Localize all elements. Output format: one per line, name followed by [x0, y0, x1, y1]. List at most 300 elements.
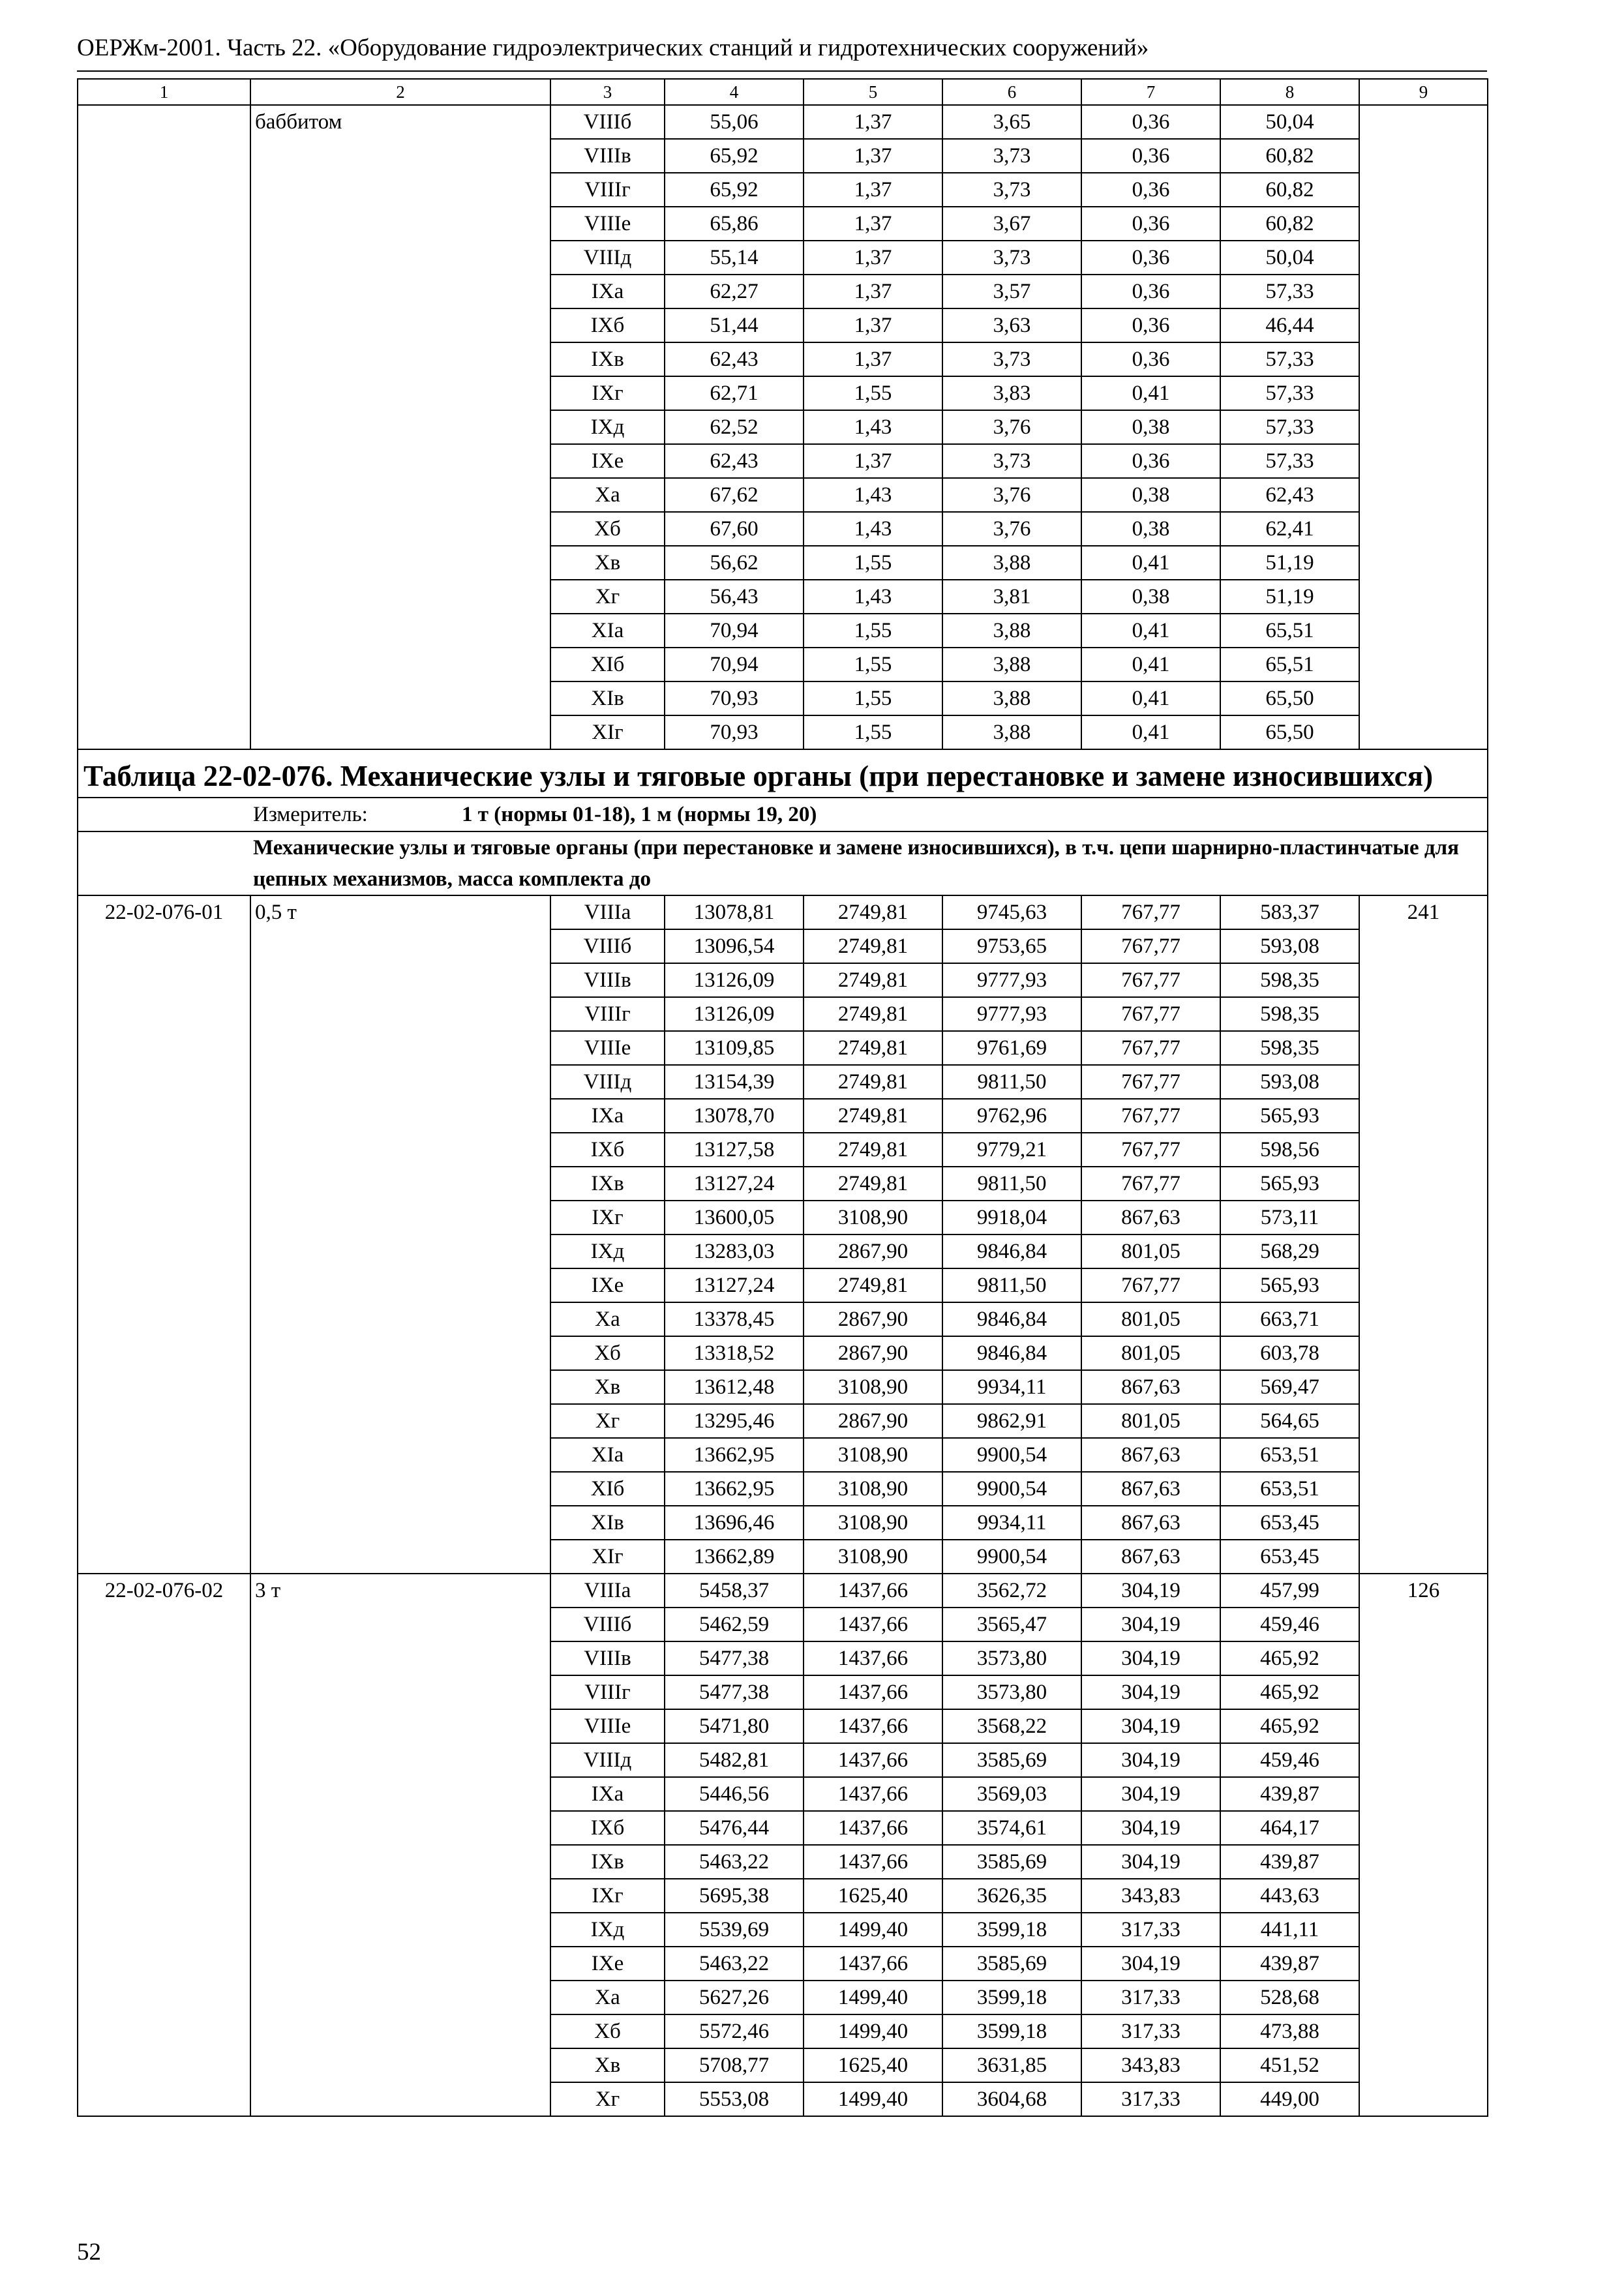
table-cell: 1499,40 — [804, 1913, 942, 1947]
table-cell: 2749,81 — [804, 997, 942, 1031]
table-cell: VIIIа — [550, 895, 665, 929]
table-cell: 1,37 — [804, 139, 942, 173]
table-cell: 13126,09 — [665, 997, 804, 1031]
table-cell: 449,00 — [1220, 2082, 1359, 2116]
table-cell: 5627,26 — [665, 1981, 804, 2014]
table-cell: 0,36 — [1081, 105, 1220, 139]
table-cell: VIIIг — [550, 997, 665, 1031]
table-cell: IXв — [550, 342, 665, 376]
table-cell: 0,38 — [1081, 580, 1220, 614]
table-cell: 62,43 — [665, 342, 804, 376]
section-title: Таблица 22-02-076. Механические узлы и тяговые органы (при перестановке и замене износившихся) — [78, 749, 1488, 798]
table-cell: 663,71 — [1220, 1302, 1359, 1336]
table-cell: 1,43 — [804, 512, 942, 546]
table-cell: 867,63 — [1081, 1201, 1220, 1234]
measure-label: Измеритель: — [253, 803, 368, 826]
table-cell: 3604,68 — [942, 2082, 1081, 2116]
table-cell: 457,99 — [1220, 1574, 1359, 1608]
table-cell: 5463,22 — [665, 1947, 804, 1981]
column-number: 9 — [1359, 79, 1488, 105]
table-cell: 13318,52 — [665, 1336, 804, 1370]
table-cell: 60,82 — [1220, 139, 1359, 173]
table-cell: IXб — [550, 1133, 665, 1167]
table-cell: IXг — [550, 1201, 665, 1234]
table-cell: 2749,81 — [804, 1099, 942, 1133]
table-cell: 9745,63 — [942, 895, 1081, 929]
table-cell: 3,81 — [942, 580, 1081, 614]
table-cell: 0,36 — [1081, 207, 1220, 241]
table-cell: 3569,03 — [942, 1777, 1081, 1811]
table-cell: 5477,38 — [665, 1675, 804, 1709]
table-cell: IXб — [550, 1811, 665, 1845]
table-cell: 9777,93 — [942, 963, 1081, 997]
norm-code: 22-02-076-02 — [78, 1574, 250, 2116]
table-cell: IXа — [550, 275, 665, 308]
table-cell: 5462,59 — [665, 1608, 804, 1641]
table-cell: 304,19 — [1081, 1743, 1220, 1777]
table-cell: 9811,50 — [942, 1268, 1081, 1302]
table-cell: 2867,90 — [804, 1234, 942, 1268]
table-cell: 1437,66 — [804, 1777, 942, 1811]
table-cell: 317,33 — [1081, 1981, 1220, 2014]
table-cell: 55,06 — [665, 105, 804, 139]
table-cell: 0,41 — [1081, 648, 1220, 681]
table-cell: 57,33 — [1220, 410, 1359, 444]
table-cell: Xб — [550, 512, 665, 546]
norm-name: 0,5 т — [250, 895, 550, 1574]
table-cell: 2749,81 — [804, 963, 942, 997]
table-cell: 65,92 — [665, 139, 804, 173]
table-cell: 5477,38 — [665, 1641, 804, 1675]
table-cell: 5539,69 — [665, 1913, 804, 1947]
column-number: 1 — [78, 79, 250, 105]
table-cell: 1,37 — [804, 275, 942, 308]
table-cell: 0,36 — [1081, 139, 1220, 173]
table-cell: IXб — [550, 308, 665, 342]
table-cell: 867,63 — [1081, 1540, 1220, 1574]
table-cell: 598,56 — [1220, 1133, 1359, 1167]
table-cell: 67,60 — [665, 512, 804, 546]
table-cell: VIIIв — [550, 139, 665, 173]
table-cell: XIб — [550, 1472, 665, 1506]
table-cell: 2867,90 — [804, 1302, 942, 1336]
table-cell: 0,38 — [1081, 512, 1220, 546]
table-cell: 1625,40 — [804, 2048, 942, 2082]
table-cell: 801,05 — [1081, 1234, 1220, 1268]
table-cell: 304,19 — [1081, 1811, 1220, 1845]
column-number: 6 — [942, 79, 1081, 105]
table-cell: 0,36 — [1081, 241, 1220, 275]
table-cell: 50,04 — [1220, 241, 1359, 275]
table-cell: 3599,18 — [942, 1913, 1081, 1947]
table-cell: 1,43 — [804, 478, 942, 512]
table-cell: 441,11 — [1220, 1913, 1359, 1947]
table-cell: XIг — [550, 715, 665, 749]
table-cell: 465,92 — [1220, 1675, 1359, 1709]
table-cell: 9934,11 — [942, 1506, 1081, 1540]
table-cell: 2749,81 — [804, 1167, 942, 1201]
page-number: 52 — [77, 2239, 101, 2266]
table-cell: 867,63 — [1081, 1370, 1220, 1404]
section-title-row — [78, 749, 1488, 798]
table-cell: 2867,90 — [804, 1404, 942, 1438]
table-cell: 55,14 — [665, 241, 804, 275]
table-cell: IXе — [550, 444, 665, 478]
table-cell: 65,86 — [665, 207, 804, 241]
table-cell: VIIIд — [550, 1743, 665, 1777]
table-cell: 9862,91 — [942, 1404, 1081, 1438]
table-cell: VIIIе — [550, 1709, 665, 1743]
table-cell: 3,73 — [942, 173, 1081, 207]
table-cell: VIIIг — [550, 173, 665, 207]
table-cell: 3631,85 — [942, 2048, 1081, 2082]
table-cell: 465,92 — [1220, 1709, 1359, 1743]
table-cell: 9846,84 — [942, 1302, 1081, 1336]
table-cell: 9761,69 — [942, 1031, 1081, 1065]
norm-code — [78, 105, 250, 749]
table-cell: 13126,09 — [665, 963, 804, 997]
table-cell: 9900,54 — [942, 1540, 1081, 1574]
column-number: 8 — [1220, 79, 1359, 105]
table-cell: 573,11 — [1220, 1201, 1359, 1234]
table-cell: 3108,90 — [804, 1370, 942, 1404]
table-cell: 9753,65 — [942, 929, 1081, 963]
table-cell: 9846,84 — [942, 1336, 1081, 1370]
table-cell: 5458,37 — [665, 1574, 804, 1608]
table-cell: 62,43 — [1220, 478, 1359, 512]
table-cell: VIIIв — [550, 1641, 665, 1675]
table-cell: 5695,38 — [665, 1879, 804, 1913]
table-cell: 5446,56 — [665, 1777, 804, 1811]
table-cell: 3,88 — [942, 681, 1081, 715]
table-cell: 598,35 — [1220, 963, 1359, 997]
table-cell: 465,92 — [1220, 1641, 1359, 1675]
table-cell: 67,62 — [665, 478, 804, 512]
table-cell: 0,38 — [1081, 410, 1220, 444]
table-cell: 3626,35 — [942, 1879, 1081, 1913]
table-cell: IXв — [550, 1845, 665, 1879]
price-table — [77, 78, 1488, 2117]
table-cell: 1,43 — [804, 410, 942, 444]
table-cell: IXе — [550, 1947, 665, 1981]
table-cell: VIIIг — [550, 1675, 665, 1709]
table-cell: 0,41 — [1081, 376, 1220, 410]
table-cell: Xа — [550, 1981, 665, 2014]
table-cell: 304,19 — [1081, 1777, 1220, 1811]
table-cell: 2749,81 — [804, 895, 942, 929]
table-cell: Xг — [550, 1404, 665, 1438]
table-cell: 57,33 — [1220, 376, 1359, 410]
table-cell: 464,17 — [1220, 1811, 1359, 1845]
column-number: 7 — [1081, 79, 1220, 105]
table-cell: 304,19 — [1081, 1947, 1220, 1981]
table-cell: Xв — [550, 546, 665, 580]
table-cell: Xв — [550, 2048, 665, 2082]
table-cell: 1,55 — [804, 614, 942, 648]
table-cell: 3,76 — [942, 512, 1081, 546]
table-cell: 57,33 — [1220, 342, 1359, 376]
table-cell: 13078,81 — [665, 895, 804, 929]
table-cell: 343,83 — [1081, 1879, 1220, 1913]
table-cell: 3585,69 — [942, 1845, 1081, 1879]
table-cell: 62,27 — [665, 275, 804, 308]
table-cell: 56,43 — [665, 580, 804, 614]
table-cell: 3,88 — [942, 546, 1081, 580]
table-cell: 70,94 — [665, 648, 804, 681]
table-cell: 317,33 — [1081, 2082, 1220, 2116]
column-number: 2 — [250, 79, 550, 105]
table-cell: Xа — [550, 478, 665, 512]
table-cell: 565,93 — [1220, 1099, 1359, 1133]
table-cell: 3,63 — [942, 308, 1081, 342]
table-cell: VIIIв — [550, 963, 665, 997]
table-cell: 13127,58 — [665, 1133, 804, 1167]
table-cell: 767,77 — [1081, 929, 1220, 963]
table-cell: 304,19 — [1081, 1608, 1220, 1641]
table-cell: 13662,89 — [665, 1540, 804, 1574]
table-cell: 473,88 — [1220, 2014, 1359, 2048]
table-cell: 13096,54 — [665, 929, 804, 963]
measure-value: 1 т (нормы 01-18), 1 м (нормы 19, 20) — [462, 803, 817, 826]
table-cell: 13696,46 — [665, 1506, 804, 1540]
table-cell: 2867,90 — [804, 1336, 942, 1370]
table-cell: 3573,80 — [942, 1675, 1081, 1709]
table-cell: XIа — [550, 614, 665, 648]
table-cell: 3108,90 — [804, 1438, 942, 1472]
table-cell: 1,37 — [804, 173, 942, 207]
table-cell: 3,88 — [942, 648, 1081, 681]
table-cell: IXа — [550, 1777, 665, 1811]
table-cell: 56,62 — [665, 546, 804, 580]
column-number-row — [78, 79, 1488, 105]
table-cell: 2749,81 — [804, 1031, 942, 1065]
table-cell: Xб — [550, 2014, 665, 2048]
table-cell: 304,19 — [1081, 1574, 1220, 1608]
table-row — [78, 895, 1488, 929]
measure-cell — [78, 798, 1488, 831]
table-cell: 767,77 — [1081, 895, 1220, 929]
table-cell: XIб — [550, 648, 665, 681]
table-cell: 2749,81 — [804, 1065, 942, 1099]
table-cell: 1,37 — [804, 308, 942, 342]
table-cell: 0,41 — [1081, 715, 1220, 749]
table-cell: 1,37 — [804, 444, 942, 478]
table-cell: 583,37 — [1220, 895, 1359, 929]
table-cell: 5463,22 — [665, 1845, 804, 1879]
table-cell: 564,65 — [1220, 1404, 1359, 1438]
table-cell: Xв — [550, 1370, 665, 1404]
column-number: 5 — [804, 79, 942, 105]
table-cell: 3108,90 — [804, 1506, 942, 1540]
table-cell: 65,51 — [1220, 614, 1359, 648]
table-cell: VIIIа — [550, 1574, 665, 1608]
table-cell: 9762,96 — [942, 1099, 1081, 1133]
table-cell: VIIIе — [550, 1031, 665, 1065]
table-cell: 65,92 — [665, 173, 804, 207]
table-cell: 1,55 — [804, 681, 942, 715]
table-cell: 57,33 — [1220, 444, 1359, 478]
table-cell: 5708,77 — [665, 2048, 804, 2082]
table-cell: Xа — [550, 1302, 665, 1336]
table-cell: 1,37 — [804, 105, 942, 139]
table-cell: 1437,66 — [804, 1574, 942, 1608]
table-cell: VIIIб — [550, 1608, 665, 1641]
table-cell: 568,29 — [1220, 1234, 1359, 1268]
table-cell: 1437,66 — [804, 1947, 942, 1981]
table-cell: 70,93 — [665, 715, 804, 749]
table-cell: 9779,21 — [942, 1133, 1081, 1167]
table-cell: 5553,08 — [665, 2082, 804, 2116]
table-cell: XIв — [550, 681, 665, 715]
table-cell: 0,41 — [1081, 681, 1220, 715]
table-cell: 317,33 — [1081, 1913, 1220, 1947]
table-cell: 565,93 — [1220, 1167, 1359, 1201]
table-cell: 3,73 — [942, 139, 1081, 173]
table-cell: 1625,40 — [804, 1879, 942, 1913]
table-cell: 13612,48 — [665, 1370, 804, 1404]
table-cell: 304,19 — [1081, 1675, 1220, 1709]
table-cell: IXд — [550, 1913, 665, 1947]
table-cell: 0,41 — [1081, 546, 1220, 580]
table-cell: VIIIд — [550, 241, 665, 275]
table-cell: 1499,40 — [804, 2082, 942, 2116]
table-cell: 9811,50 — [942, 1065, 1081, 1099]
table-cell: 1437,66 — [804, 1845, 942, 1879]
table-cell: 1,55 — [804, 715, 942, 749]
table-cell: XIа — [550, 1438, 665, 1472]
table-cell: 459,46 — [1220, 1608, 1359, 1641]
table-cell: IXд — [550, 410, 665, 444]
section-description: Механические узлы и тяговые органы (при перестановке и замене износившихся), в т.ч. цепи шарнирно-пластинчатые для цепных механизмов, масса комплекта до — [78, 831, 1488, 895]
table-cell: 9918,04 — [942, 1201, 1081, 1234]
table-cell: 767,77 — [1081, 1065, 1220, 1099]
table-cell: 2749,81 — [804, 1268, 942, 1302]
extra-value: 241 — [1359, 895, 1488, 1574]
table-cell: XIв — [550, 1506, 665, 1540]
table-cell: 0,36 — [1081, 342, 1220, 376]
table-cell: 767,77 — [1081, 1167, 1220, 1201]
table-cell: 0,36 — [1081, 275, 1220, 308]
table-cell: 13662,95 — [665, 1438, 804, 1472]
table-cell: 65,51 — [1220, 648, 1359, 681]
table-cell: 51,19 — [1220, 580, 1359, 614]
table-cell: 3,83 — [942, 376, 1081, 410]
table-row — [78, 1574, 1488, 1608]
table-cell: 9900,54 — [942, 1438, 1081, 1472]
table-cell: 1437,66 — [804, 1811, 942, 1845]
table-cell: 13127,24 — [665, 1268, 804, 1302]
table-cell: IXе — [550, 1268, 665, 1302]
table-cell: 439,87 — [1220, 1777, 1359, 1811]
table-cell: 3599,18 — [942, 1981, 1081, 2014]
table-cell: 3,67 — [942, 207, 1081, 241]
table-cell: 3108,90 — [804, 1201, 942, 1234]
table-cell: 3108,90 — [804, 1540, 942, 1574]
table-cell: 1437,66 — [804, 1641, 942, 1675]
table-cell: 1,37 — [804, 241, 942, 275]
table-cell: 9846,84 — [942, 1234, 1081, 1268]
table-cell: 3599,18 — [942, 2014, 1081, 2048]
table-cell: 593,08 — [1220, 929, 1359, 963]
table-cell: 439,87 — [1220, 1845, 1359, 1879]
table-cell: 9900,54 — [942, 1472, 1081, 1506]
table-cell: 1,43 — [804, 580, 942, 614]
table-cell: IXв — [550, 1167, 665, 1201]
table-cell: 443,63 — [1220, 1879, 1359, 1913]
table-cell: 304,19 — [1081, 1845, 1220, 1879]
header-rule — [77, 70, 1487, 72]
table-cell: 653,45 — [1220, 1506, 1359, 1540]
table-cell: 598,35 — [1220, 997, 1359, 1031]
table-cell: 304,19 — [1081, 1709, 1220, 1743]
table-cell: VIIIд — [550, 1065, 665, 1099]
norm-code: 22-02-076-01 — [78, 895, 250, 1574]
table-cell: 3,57 — [942, 275, 1081, 308]
table-cell: 1437,66 — [804, 1608, 942, 1641]
table-cell: 3,76 — [942, 478, 1081, 512]
table-body — [78, 79, 1488, 2116]
table-cell: 1437,66 — [804, 1675, 942, 1709]
table-cell: 2749,81 — [804, 929, 942, 963]
table-cell: 1,55 — [804, 648, 942, 681]
table-cell: 1499,40 — [804, 1981, 942, 2014]
table-cell: XIг — [550, 1540, 665, 1574]
table-cell: 3108,90 — [804, 1472, 942, 1506]
column-number: 3 — [550, 79, 665, 105]
table-cell: 867,63 — [1081, 1506, 1220, 1540]
table-cell: 3,76 — [942, 410, 1081, 444]
table-cell: 62,41 — [1220, 512, 1359, 546]
table-cell: Xг — [550, 2082, 665, 2116]
table-cell: 1,55 — [804, 546, 942, 580]
table-cell: 3565,47 — [942, 1608, 1081, 1641]
table-cell: Xб — [550, 1336, 665, 1370]
table-cell: 867,63 — [1081, 1472, 1220, 1506]
table-cell: 767,77 — [1081, 1031, 1220, 1065]
table-cell: 51,44 — [665, 308, 804, 342]
table-cell: 3,88 — [942, 614, 1081, 648]
table-cell: 439,87 — [1220, 1947, 1359, 1981]
table-cell: 767,77 — [1081, 1099, 1220, 1133]
table-cell: 13127,24 — [665, 1167, 804, 1201]
table-cell: 5572,46 — [665, 2014, 804, 2048]
table-cell: 13078,70 — [665, 1099, 804, 1133]
table-cell: VIIIб — [550, 929, 665, 963]
table-cell: 9777,93 — [942, 997, 1081, 1031]
table-cell: 653,51 — [1220, 1438, 1359, 1472]
table-cell: 767,77 — [1081, 963, 1220, 997]
table-cell: 528,68 — [1220, 1981, 1359, 2014]
table-cell: 767,77 — [1081, 1133, 1220, 1167]
table-cell: 867,63 — [1081, 1438, 1220, 1472]
table-cell: 51,19 — [1220, 546, 1359, 580]
table-cell: 767,77 — [1081, 997, 1220, 1031]
table-cell: 0,38 — [1081, 478, 1220, 512]
table-cell: 60,82 — [1220, 207, 1359, 241]
table-cell: 13295,46 — [665, 1404, 804, 1438]
table-cell: 60,82 — [1220, 173, 1359, 207]
table-cell: 3,73 — [942, 342, 1081, 376]
table-cell: 593,08 — [1220, 1065, 1359, 1099]
measure-row — [78, 798, 1488, 831]
table-cell: 1,37 — [804, 342, 942, 376]
table-cell: 13378,45 — [665, 1302, 804, 1336]
table-cell: 0,41 — [1081, 614, 1220, 648]
page-header: ОЕРЖм-2001. Часть 22. «Оборудование гидроэлектрических станций и гидротехнических сооружений» — [77, 35, 1149, 61]
norm-name: баббитом — [250, 105, 550, 749]
table-cell: 13283,03 — [665, 1234, 804, 1268]
table-cell: 1437,66 — [804, 1709, 942, 1743]
